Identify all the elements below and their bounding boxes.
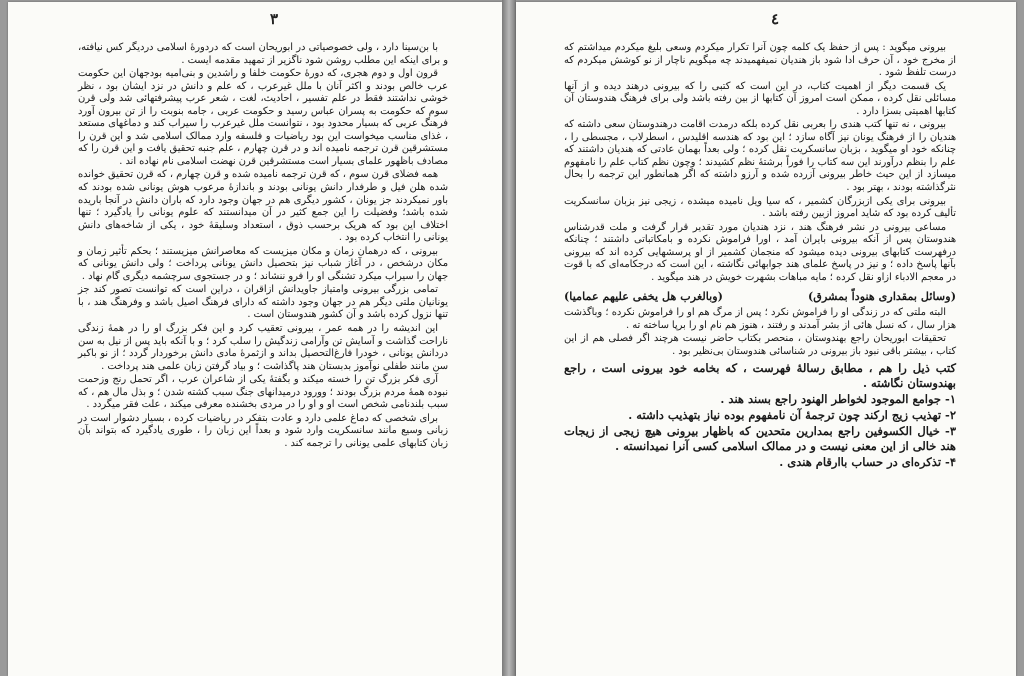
paragraph: تحقیقات ابوریحان راجع بهندوستان ، منحصر بکتاب حاضر نیست هرچند اگر فصلی هم از این کتاب ، بیشتر باقی نبود باز بیرونی در شناسائی هندوستان بی‌نظیر بود . [564,333,956,358]
list-item: ۲- تهذیب زیج ارکند چون ترجمهٔ آن نامفهوم بوده نیاز بتهذیب داشته . [628,407,956,422]
list-item: ۱- جوامع الموجود لخواطر الهنود راجع بسند هند . [720,391,956,406]
verse-hemistich-left: (وبالغرب هل یخفی علیهم عمامیا) [564,289,723,304]
paragraph: بیرونی میگوید : پس از حفظ یک کلمه چون آنرا تکرار میکردم وسعی بلیغ میکردم میداشتم که از مخرج خود ، آن حرف ادا شود باز هندیان نمیفهمیدند چه میگویم ناچار از نو کوشش میکردم که درست تلفظ شود . [564,42,956,79]
paragraph: مساعی بیرونی در نشر فرهنگ هند ، نزد هندیان مورد تقدیر قرار گرفت و ملت قدرشناس هندوستان پس از آنکه بیرونی بایران آمد ، اورا فراموش نکرده و بامکاتباتی داشتند ؛ چنانکه درفهرست کتابهای بیرونی دیده میشود که منجمان کشمیر از او پرسشهایی کرده اند که بیرونی بآنها پاسخ داده ؛ و نیز در پاسخ علمای هند جوابهائی نگاشته ، این است که درجکامه‌ای که با قوت در معجم الادباء ازاو نقل کرده ؛ مایه مباهات بشهرت خویش در هند میگوید . [564,221,956,283]
page-number: ۳ [270,10,279,28]
paragraph: بیرونی برای یکی ازبزرگان کشمیر ، که سیا ویل نامیده میشده ، زیجی نیز بزبان سانسکریت تألیف کرده بود که شاید امروز ازبین رفته باشد . [564,195,956,220]
list-item: ۳- خیال الکسوفین راجع بمدارین متحدین که باظهار بیرونی هیچ زیجی از زیجات هند خالی از این معنی نیست و در ممالک اسلامی کسی آنرا نمیدانسته . [564,423,956,453]
paragraph: آری فکر بزرگ تن را خسته میکند و بگفتهٔ یکی از شاعران عرب ، اگر تحمل رنج وزحمت نبوده همهٔ مردم بزرگ بودند ؛ وورود درمیدانهای جنگ سبب کشته شدن ؛ و بذل مال هم ، که سبب بلندنامی شخص است او و او را در مردی بخشنده معرفی میکند ، علت فقر میگردد . [78,374,448,411]
list-intro: کتب ذیل را هم ، مطابق رسالهٔ فهرست ، که بخامه خود بیرونی است ، راجع بهندوستان نگاشته . [564,360,957,390]
paragraph: بیرونی ، که درهمان زمان و مکان میزیست که معاصرانش میزیستند ؛ بحکم تأثیر زمان و مکان درشخص ، در آغاز شباب نیز بتحصیل دانش یونانی پرداخت ؛ ولی دانش یونانی که جهان را سیراب میکرد تشنگی او را فرو ننشاند ؛ و در جستجوی سرچشمه دیگری گام نهاد . [78,245,448,282]
paragraph: یک قسمت دیگر از اهمیت کتاب، در این است که کتبی را که بیرونی درهند دیده و از آنها مسائلی نقل کرده ، ممکن است امروز آن کتابها از بین رفته باشد ولی برای فرهنگ هندوستان آن کتابها اهمیتی بسزا دارد . [564,80,956,117]
paragraph: همه فضلای قرن سوم ، که قرن ترجمه نامیده شده و قرن چهارم ، که قرن تحقیق خوانده شده هلن فیل و طرفدار دانش یونانی بودند و باندازهٔ مرعوب هوش یونانی شده بودند که باور نمیکردند جز یونان ، کشور دیگری هم در جهان وجود دارد که باران دانش در آنجا باریده شده باشد؛ وفضیلت را این جمع کثیر در آن میدانستند که علوم یونانی را یادگیرد ؛ تنها اختلاف این بود که هریک برحسب ذوق ، استعداد وسلیقهٔ خود ، یکی از شاخه‌های دانش یونانی را انتخاب کرده بود . [78,169,448,244]
paragraph: این اندیشه را در همه عمر ، بیرونی تعقیب کرد و این فکر بزرگ او را در همهٔ زندگی ناراحت گذاشت و آسایش تن وآرامی زندگیش را سلب کرد ؛ و با آنکه باید پس از نیل به سن دردانش یونانی ، خودرا فارغ‌التحصیل بداند و ازثمرهٔ مادی دانش برخوردار گردد ؛ از نو باکبر سن مانند طفلی نوآموز بدبستان هند پاگذاشت ؛ و بیاد گرفتن زبان علمی هند پرداخت . [78,323,448,372]
page-text [78,42,448,451]
page-text [564,42,956,471]
paragraph: البته ملتی که در زندگی او را فراموش نکرد ؛ پس از مرگ هم او را فراموش نکرده ؛ وباگذشت هزار سال ، که نسل هائی از بشر آمدند و رفتند ، هنوز هم نام او را برپا ساخته ته . [564,307,956,331]
paragraph: قرون اول و دوم هجری، که دورهٔ حکومت خلفا و راشدین و بنی‌امیه بودجهان این حکومت عرب خالص بودند و اکثر آنان با ملل غیرعرب ، که علم و دانش در نزد ایشان بود ، نظر خوشی نداشتند فقط در علم تفسیر ، احادیث، لغت ، شعر عرب پیشرفتهائی شد ولی قرن سوم که حکومت به پسران عباس رسید و حکومت عربی ، جامه بنوبت را از تن بیرون آورد فرهنگ عربی که بسیار محدود بود ، نتوانست ملل غیرعرب را سیراب کند و دماغهای مستعد ، غذای مناسب میخواست این بود ریاضیات و فلسفه وارد ممالک اسلامی شد و این قرن را مستشرقین قرن ترجمه نامیده اند و در قرن چهارم ، علم جنبه تحقیق یافت و این قرن را که مصادف باظهور علمای بسیار است مستشرقین قرن نهضت اسلامی نام نهاده اند . [78,68,448,167]
verse-hemistich-right: (وسائل بمقداری هنوداً بمشرق) [808,289,956,304]
page-number: ٤ [771,10,780,28]
book-gutter [502,0,516,676]
poem-verse [564,288,956,304]
paragraph: با بن‌سینا دارد ، ولی خصوصیاتی در ابوریحان است که دردورهٔ اسلامی دردیگر کس نیافته، و برای اینکه این مطلب روشن شود ناگزیر از تمهید مقدمه ایست . [78,42,448,66]
paragraph: تمامی بزرگی بیرونی وامتیاز جاویدانش ازاقران ، دراین است که توانست تصور کند جز یونانیان ملتی دیگر هم در جهان وجود داشته که دارای فرهنگ اصیل باشد و وفرهنگ هند ، با تنها نزول کرده باشد و آن کشور هندوستان است . [78,284,448,321]
right-book-page [516,2,1016,676]
left-book-page [8,2,502,676]
list-item: ۴- تذکره‌ای در حساب باارقام هندی . [779,454,956,469]
paragraph: بیرونی ، نه تنها کتب هندی را بعربی نقل کرده بلکه درمدت اقامت درهندوستان سعی داشته که هندیان را از فرهنگ یونان نیز آگاه سازد ؛ این بود که هندسه اقلیدس ، اسطرلاب ، مجسطی را ، چنانکه خود او میگوید ، بزبان سانسکریت نقل کرده ؛ ولی بعداً بهمان عادتی که هندیان داشتند که علم را بنظم درآورند این سه کتاب را فوراً برشتهٔ نظم کشیدند ؛ وچون نظم کتاب علم را نامفهوم میسازد از این حیث خاطر بیرونی آزرده شده و آرزو داشته که اگر همانطور این ترجمه را بحال نثرگذاشته بودند ، بهتر بود . [564,119,956,194]
paragraph: برای شخصی که دماغ علمی دارد و عادت بتفکر در ریاضیات کرده ، بسیار دشوار است در زبانی وسیع مانند سانسکریت وارد شود و بعداً این زبان را ، طوری یادگیرد که بتواند بآن زبان کتابهای علمی یونانی را ترجمه کند . [78,412,448,449]
